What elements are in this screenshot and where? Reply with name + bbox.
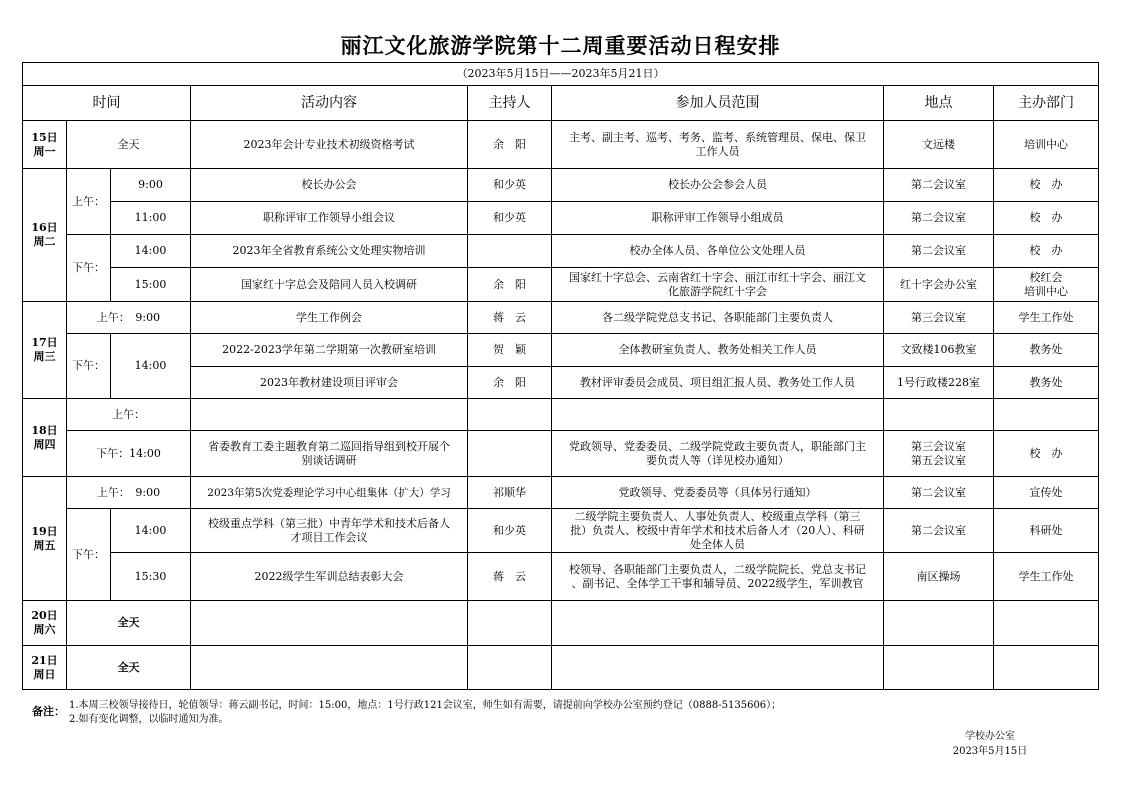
event-content: 2023年全省教育系统公文处理实物培训 (191, 235, 468, 268)
header-location: 地点 (884, 86, 994, 121)
morning-label: 上午： (67, 169, 111, 235)
event-participants: 党政领导、党委委员、二级学院党政主要负责人，职能部门主 要负责人等（详见校办通知） (552, 431, 884, 477)
issue-date: 2023年5月15日 (952, 746, 1028, 757)
table-row (23, 302, 1099, 334)
event-department: 校 办 (994, 431, 1099, 477)
note-line: 2.如有变化调整，以临时通知为准。 (69, 714, 229, 725)
afternoon-label: 下午： (67, 509, 111, 601)
event-time: 上午： 9:00 (67, 302, 191, 334)
day-cell-19: 19日 周五 (23, 477, 67, 601)
header-row (23, 86, 1099, 121)
event-content: 2023年教材建设项目评审会 (191, 367, 468, 399)
empty-cell (884, 646, 994, 690)
event-department: 学生工作处 (994, 553, 1099, 601)
event-content: 职称评审工作领导小组会议 (191, 202, 468, 235)
event-location: 文远楼 (884, 121, 994, 169)
event-department: 校红会 培训中心 (994, 268, 1099, 302)
event-location: 第三会议室 第五会议室 (884, 431, 994, 477)
event-location: 文致楼106教室 (884, 334, 994, 367)
all-day-label: 全天 (67, 121, 191, 169)
event-department: 教务处 (994, 367, 1099, 399)
day-cell-18: 18日 周四 (23, 399, 67, 477)
empty-cell (994, 601, 1099, 646)
event-content: 省委教育工委主题教育第二巡回指导组到校开展个 别谈话调研 (191, 431, 468, 477)
day-cell-15: 15日 周一 (23, 121, 67, 169)
event-host: 和少英 (468, 202, 552, 235)
header-department: 主办部门 (994, 86, 1099, 121)
event-location: 第二会议室 (884, 202, 994, 235)
header-time: 时间 (23, 86, 191, 121)
empty-cell (191, 646, 468, 690)
event-department: 学生工作处 (994, 302, 1099, 334)
event-content: 2022-2023学年第二学期第一次教研室培训 (191, 334, 468, 367)
event-time: 9:00 (111, 169, 191, 202)
event-host: 余 阳 (468, 268, 552, 302)
event-location: 第三会议室 (884, 302, 994, 334)
empty-cell (468, 646, 552, 690)
event-participants: 校领导、各职能部门主要负责人，二级学院院长、党总支书记 、副书记、全体学工干事和辅导员、2022级学生，军训教官 (552, 553, 884, 601)
empty-cell (552, 601, 884, 646)
event-department: 校 办 (994, 235, 1099, 268)
event-department: 宣传处 (994, 477, 1099, 509)
event-host: 贺 颖 (468, 334, 552, 367)
event-content: 校级重点学科（第三批）中青年学术和技术后备人 才项目工作会议 (191, 509, 468, 553)
notes-label: 备注： (32, 705, 65, 718)
event-time: 下午：14:00 (67, 431, 191, 477)
event-content: 国家红十字总会及陪同人员入校调研 (191, 268, 468, 302)
schedule-table (22, 62, 1099, 690)
event-time: 上午： (67, 399, 191, 431)
signature-block (930, 729, 1050, 759)
event-host: 余 阳 (468, 367, 552, 399)
empty-cell (191, 601, 468, 646)
day-cell-17: 17日 周三 (23, 302, 67, 399)
header-content: 活动内容 (191, 86, 468, 121)
table-row (23, 509, 1099, 553)
day-cell-16: 16日 周二 (23, 169, 67, 302)
event-participants: 职称评审工作领导小组成员 (552, 202, 884, 235)
event-participants: 二级学院主要负责人、人事处负责人、校级重点学科（第三 批）负责人、校级中青年学术和技术后备人才（20人）、科研 处全体人员 (552, 509, 884, 553)
all-day-label: 全天 (67, 646, 191, 690)
event-host: 祁顺华 (468, 477, 552, 509)
event-host: 蒋 云 (468, 553, 552, 601)
event-location: 第二会议室 (884, 477, 994, 509)
event-department: 科研处 (994, 509, 1099, 553)
empty-cell (468, 399, 552, 431)
empty-cell (468, 601, 552, 646)
event-location: 第二会议室 (884, 235, 994, 268)
event-participants: 主考、副主考、巡考、考务、监考、系统管理员、保电、保卫 工作人员 (552, 121, 884, 169)
event-location: 红十字会办公室 (884, 268, 994, 302)
table-row (23, 268, 1099, 302)
empty-cell (884, 601, 994, 646)
table-row (23, 601, 1099, 646)
table-row (23, 334, 1099, 367)
event-time: 上午： 9:00 (67, 477, 191, 509)
event-host: 和少英 (468, 169, 552, 202)
event-content: 校长办公会 (191, 169, 468, 202)
table-row (23, 431, 1099, 477)
event-department: 教务处 (994, 334, 1099, 367)
event-location: 1号行政楼228室 (884, 367, 994, 399)
note-line: 1.本周三校领导接待日，轮值领导：蒋云副书记，时间：15:00，地点：1号行政121会议室，师生如有需要，请提前向学校办公室预约登记（0888-5135606）； (69, 700, 782, 711)
event-host: 余 阳 (468, 121, 552, 169)
event-location: 第二会议室 (884, 509, 994, 553)
day-cell-21: 21日 周日 (23, 646, 67, 690)
event-participants: 各二级学院党总支书记、各职能部门主要负责人 (552, 302, 884, 334)
event-time: 14:00 (111, 334, 191, 399)
event-time: 14:00 (111, 509, 191, 553)
empty-cell (994, 399, 1099, 431)
event-host (468, 235, 552, 268)
event-host: 蒋 云 (468, 302, 552, 334)
event-department: 校 办 (994, 169, 1099, 202)
event-content: 2023年会计专业技术初级资格考试 (191, 121, 468, 169)
table-row (23, 169, 1099, 202)
table-row (23, 646, 1099, 690)
empty-cell (552, 399, 884, 431)
event-content: 2023年第5次党委理论学习中心组集体（扩大）学习 (191, 477, 468, 509)
day-cell-20: 20日 周六 (23, 601, 67, 646)
issuing-office: 学校办公室 (965, 731, 1015, 742)
event-department: 培训中心 (994, 121, 1099, 169)
empty-cell (191, 399, 468, 431)
event-participants: 国家红十字总会、云南省红十字会、丽江市红十字会、丽江文 化旅游学院红十字会 (552, 268, 884, 302)
page-title: 丽江文化旅游学院第十二周重要活动日程安排 (340, 33, 781, 58)
table-row (23, 202, 1099, 235)
event-host: 和少英 (468, 509, 552, 553)
event-participants: 党政领导、党委委员等（具体另行通知） (552, 477, 884, 509)
event-participants: 教材评审委员会成员、项目组汇报人员、教务处工作人员 (552, 367, 884, 399)
header-host: 主持人 (468, 86, 552, 121)
date-range: （2023年5月15日——2023年5月21日） (23, 63, 1099, 86)
event-time: 15:00 (111, 268, 191, 302)
table-row (23, 477, 1099, 509)
table-row (23, 399, 1099, 431)
event-time: 11:00 (111, 202, 191, 235)
event-participants: 校长办公会参会人员 (552, 169, 884, 202)
event-content: 学生工作例会 (191, 302, 468, 334)
all-day-label: 全天 (67, 601, 191, 646)
event-time: 15:30 (111, 553, 191, 601)
empty-cell (884, 399, 994, 431)
header-participants: 参加人员范围 (552, 86, 884, 121)
table-row (23, 121, 1099, 169)
table-row (23, 235, 1099, 268)
event-location: 第二会议室 (884, 169, 994, 202)
afternoon-label: 下午： (67, 334, 111, 399)
empty-cell (552, 646, 884, 690)
event-department: 校 办 (994, 202, 1099, 235)
afternoon-label: 下午： (67, 235, 111, 302)
event-content: 2022级学生军训总结表彰大会 (191, 553, 468, 601)
event-participants: 校办全体人员、各单位公文处理人员 (552, 235, 884, 268)
event-time: 14:00 (111, 235, 191, 268)
date-range-row (23, 63, 1099, 86)
table-row (23, 553, 1099, 601)
event-participants: 全体教研室负责人、教务处相关工作人员 (552, 334, 884, 367)
empty-cell (994, 646, 1099, 690)
event-location: 南区操场 (884, 553, 994, 601)
event-host (468, 431, 552, 477)
